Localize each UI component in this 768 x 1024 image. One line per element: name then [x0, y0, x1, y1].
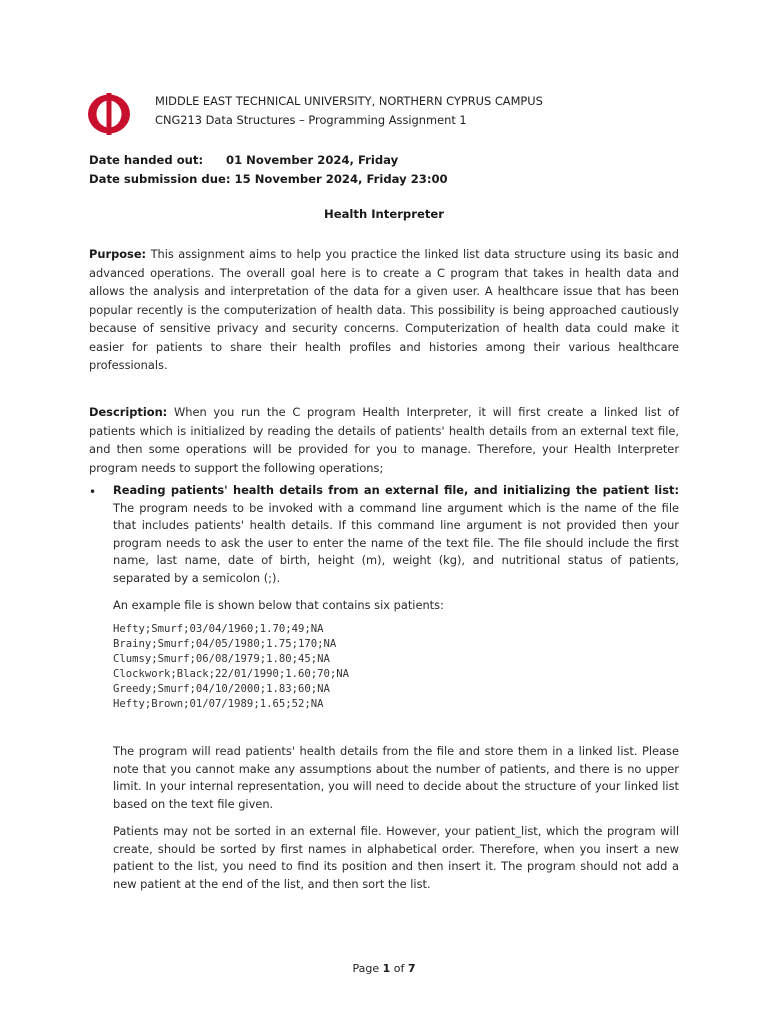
program-paragraph: The program will read patients' health details from the file and store them in a linked list. Please note that you cannot make any assumptions about the number of patients, and there is no upper limit. In your internal representation, you will need to decide about the structure of your linked list based on the text file given.	[113, 744, 679, 811]
due-label: Date submission due:	[89, 172, 231, 186]
university-logo-icon	[86, 93, 132, 135]
example-line: Hefty;Brown;01/07/1989;1.65;52;NA	[113, 698, 324, 710]
purpose-paragraph	[89, 245, 679, 375]
example-line: Clumsy;Smurf;06/08/1979;1.80;45;NA	[113, 653, 330, 665]
bullet-text: The program needs to be invoked with a command line argument which is the name of the file that includes patients' health details. If this command line argument is not provided then your program needs to ask the user to enter the name of the text file. The file should include the first name, last name, date of birth, height (m), weight (kg), and nutritional status of patients, separated by a semicolon (;).	[113, 500, 679, 585]
bullet-heading: Reading patients' health details from an external file, and initializing the patient list:	[113, 483, 679, 497]
handed-out-label: Date handed out:	[89, 153, 204, 167]
example-line: Greedy;Smurf;04/10/2000;1.83;60;NA	[113, 683, 330, 695]
example-line: Clockwork;Black;22/01/1990;1.60;70;NA	[113, 668, 349, 680]
page-footer	[0, 962, 768, 975]
example-intro: An example file is shown below that contains six patients:	[113, 598, 444, 612]
due-value: 15 November 2024, Friday 23:00	[234, 172, 448, 186]
patients-paragraph: Patients may not be sorted in an external file. However, your patient_list, which the program will create, should be sorted by first names in alphabetical order. Therefore, when you insert a new patient to the list, you need to find its position and then insert it. The program should not add a new patient at the end of the list, and then sort the list.	[113, 824, 679, 891]
bullet-icon: •	[89, 485, 97, 499]
course-title: CNG213 Data Structures – Programming Assignment 1	[155, 113, 467, 127]
purpose-label: Purpose:	[89, 247, 147, 261]
footer-of-word: of	[393, 962, 405, 975]
example-line: Hefty;Smurf;03/04/1960;1.70;49;NA	[113, 623, 324, 635]
handed-out-value: 01 November 2024, Friday	[226, 153, 399, 167]
university-name: MIDDLE EAST TECHNICAL UNIVERSITY, NORTHERN CYPRUS CAMPUS	[155, 94, 543, 108]
description-label: Description:	[89, 405, 168, 419]
footer-total-pages: 7	[407, 962, 416, 975]
footer-current-page: 1	[382, 962, 391, 975]
footer-page-word: Page	[352, 962, 380, 975]
description-text: When you run the C program Health Interpreter, it will first create a linked list of patients which is initialized by reading the details of patients' health details from an external text file, and then some operations will be provided for you to manage. Therefore, your Health Interpreter program needs to support the following operations;	[89, 405, 679, 475]
description-paragraph	[89, 403, 679, 477]
example-line: Brainy;Smurf;04/05/1980;1.75;170;NA	[113, 638, 337, 650]
assignment-title: Health Interpreter	[324, 207, 444, 221]
bullet-paragraph	[113, 482, 679, 587]
example-file-listing	[113, 622, 349, 712]
date-block	[89, 151, 448, 189]
purpose-text: This assignment aims to help you practice the linked list data structure using its basic and advanced operations. The overall goal here is to create a C program that takes in health data and allows the analysis and interpretation of the data for a given user. A healthcare issue that has been popular recently is the computerization of health data. This possibility is being approached cautiously because of sensitive privacy and security concerns. Computerization of health data could make it easier for patients to share their health profiles and histories among their various healthcare professionals.	[89, 247, 679, 372]
